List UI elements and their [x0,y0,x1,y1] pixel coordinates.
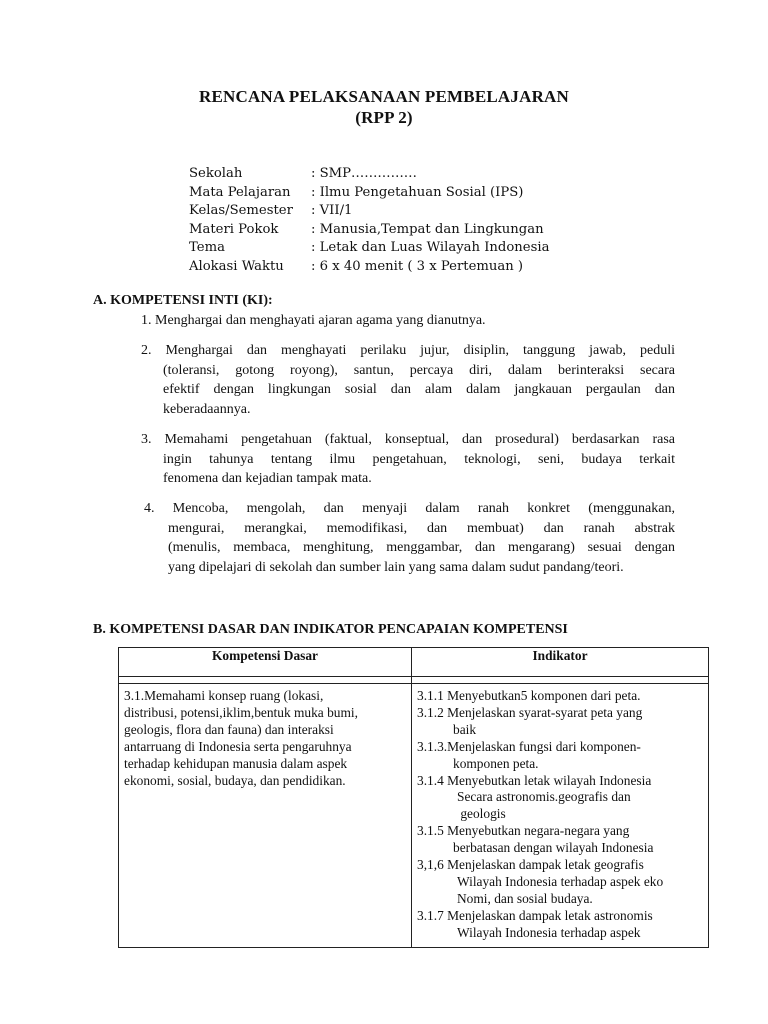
ki-item-text: ingin tahunya tentang ilmu pengetahuan, teknologi, seni, budaya terkait [163,451,675,467]
col-header-kompetensi-dasar: Kompetensi Dasar [119,648,412,677]
info-value: : VII/1 [311,203,353,218]
indicator-main: 3.1.5 Menyebutkan negara-negara yang [417,823,630,839]
info-row-kelas [189,202,549,221]
kd-line: terhadap kehidupan manusia dalam aspek [124,755,348,771]
indicator-main: 3.1.2 Menjelaskan syarat-syarat peta yang [417,704,643,720]
ki-item-text: efektif dengan lingkungan sosial dan alam dalam jangkauan pergaulan dan [163,382,675,398]
indicator-main: 3.1.3.Menjelaskan fungsi dari komponen- [417,738,641,754]
ki-item-text: 1. Menghargai dan menghayati ajaran agama yang dianutnya. [141,313,486,328]
ki-item-text: fenomena dan kejadian tampak mata. [163,471,372,487]
info-label: Mata Pelajaran [189,184,291,200]
document-subtitle: (RPP 2) [355,108,413,127]
info-label: Kelas/Semester [189,203,293,218]
ki-item-text: keberadaannya. [163,402,251,418]
info-row-alokasi [189,258,549,277]
info-label: Sekolah [189,166,243,181]
section-b-heading: B. KOMPETENSI DASAR DAN INDIKATOR PENCAPAIAN KOMPETENSI [93,622,568,637]
kd-line: distribusi, potensi,iklim,bentuk muka bumi, [124,704,358,720]
indicator-item [417,739,703,773]
table-spacer-row [119,677,709,684]
indicator-item [417,688,703,705]
ki-item-text: (menulis, membaca, menghitung, menggambar, dan mengarang) sesuai dengan [168,540,675,556]
indicator-item [417,705,703,739]
indicator-main: 3.1.4 Menyebutkan letak wilayah Indonesia [417,772,652,788]
info-row-mapel [189,184,549,203]
indicator-sub: geologis [457,806,506,822]
ki-item-1 [141,311,681,331]
table-header-row [119,648,709,677]
ki-item-text: mengurai, merangkai, memodifikasi, dan membuat) dan ranah abstrak [168,520,675,536]
info-row-materi [189,221,549,240]
indicator-item [417,773,703,824]
kd-indicator-table [118,647,709,948]
document-title: RENCANA PELAKSANAAN PEMBELAJARAN [198,87,570,106]
indicator-sub: Nomi, dan sosial budaya. [457,890,593,906]
indicator-sub: Wilayah Indonesia terhadap aspek eko [457,873,664,889]
kd-line: ekonomi, sosial, budaya, dan pendidikan. [124,772,346,788]
indicator-sub: komponen peta. [453,755,539,771]
table-row [119,684,709,948]
indicator-main: 3,1,6 Menjelaskan dampak letak geografis [417,857,644,873]
info-label: Tema [189,240,225,255]
indicator-sub: Wilayah Indonesia terhadap aspek [457,924,641,940]
ki-item-text: 2. Menghargai dan menghayati perilaku jujur, disiplin, tanggung jawab, peduli [141,343,675,358]
indicator-item [417,857,703,908]
indicator-sub: berbatasan dengan wilayah Indonesia [453,840,654,856]
kd-line: 3.1.Memahami konsep ruang (lokasi, [124,688,324,703]
info-row-tema [189,239,549,258]
info-value: : SMP…………… [311,166,417,181]
ki-item-4 [144,499,675,578]
info-value: : Ilmu Pengetahuan Sosial (IPS) [311,184,524,200]
kd-line: geologis, flora dan fauna) dan interaksi [124,721,334,737]
indicator-main: 3.1.1 Menyebutkan5 komponen dari peta. [417,688,641,703]
info-value: : Letak dan Luas Wilayah Indonesia [311,240,550,255]
info-row-sekolah [189,165,549,184]
indicator-sub: Secara astronomis.geografis dan [457,789,631,805]
section-a-heading: A. KOMPETENSI INTI (KI): [93,293,273,308]
info-value: : 6 x 40 menit ( 3 x Pertemuan ) [311,258,524,274]
ki-item-2 [141,341,675,420]
ki-item-3 [141,430,675,489]
ki-item-text: 4. Mencoba, mengolah, dan menyaji dalam ranah konkret (menggunakan, [144,501,675,516]
ki-item-text: 3. Memahami pengetahuan (faktual, konseptual, dan prosedural) berdasarkan rasa [141,432,675,447]
ki-item-text: yang dipelajari di sekolah dan sumber lain yang sama dalam sudut pandang/teori. [168,560,624,576]
indicator-cell [412,684,709,948]
kd-cell [119,684,412,948]
info-label: Materi Pokok [189,221,279,237]
kd-line: antarruang di Indonesia serta pengaruhnya [124,738,352,754]
info-label: Alokasi Waktu [189,258,284,274]
indicator-item [417,823,703,857]
indicator-item [417,908,703,942]
info-value: : Manusia,Tempat dan Lingkungan [311,221,544,237]
indicator-sub: baik [453,721,477,737]
ki-item-text: (toleransi, gotong royong), santun, percaya diri, dalam berinteraksi secara [163,362,675,378]
indicator-main: 3.1.7 Menjelaskan dampak letak astronomis [417,907,653,923]
identity-block [189,165,549,276]
col-header-indikator: Indikator [412,648,709,677]
